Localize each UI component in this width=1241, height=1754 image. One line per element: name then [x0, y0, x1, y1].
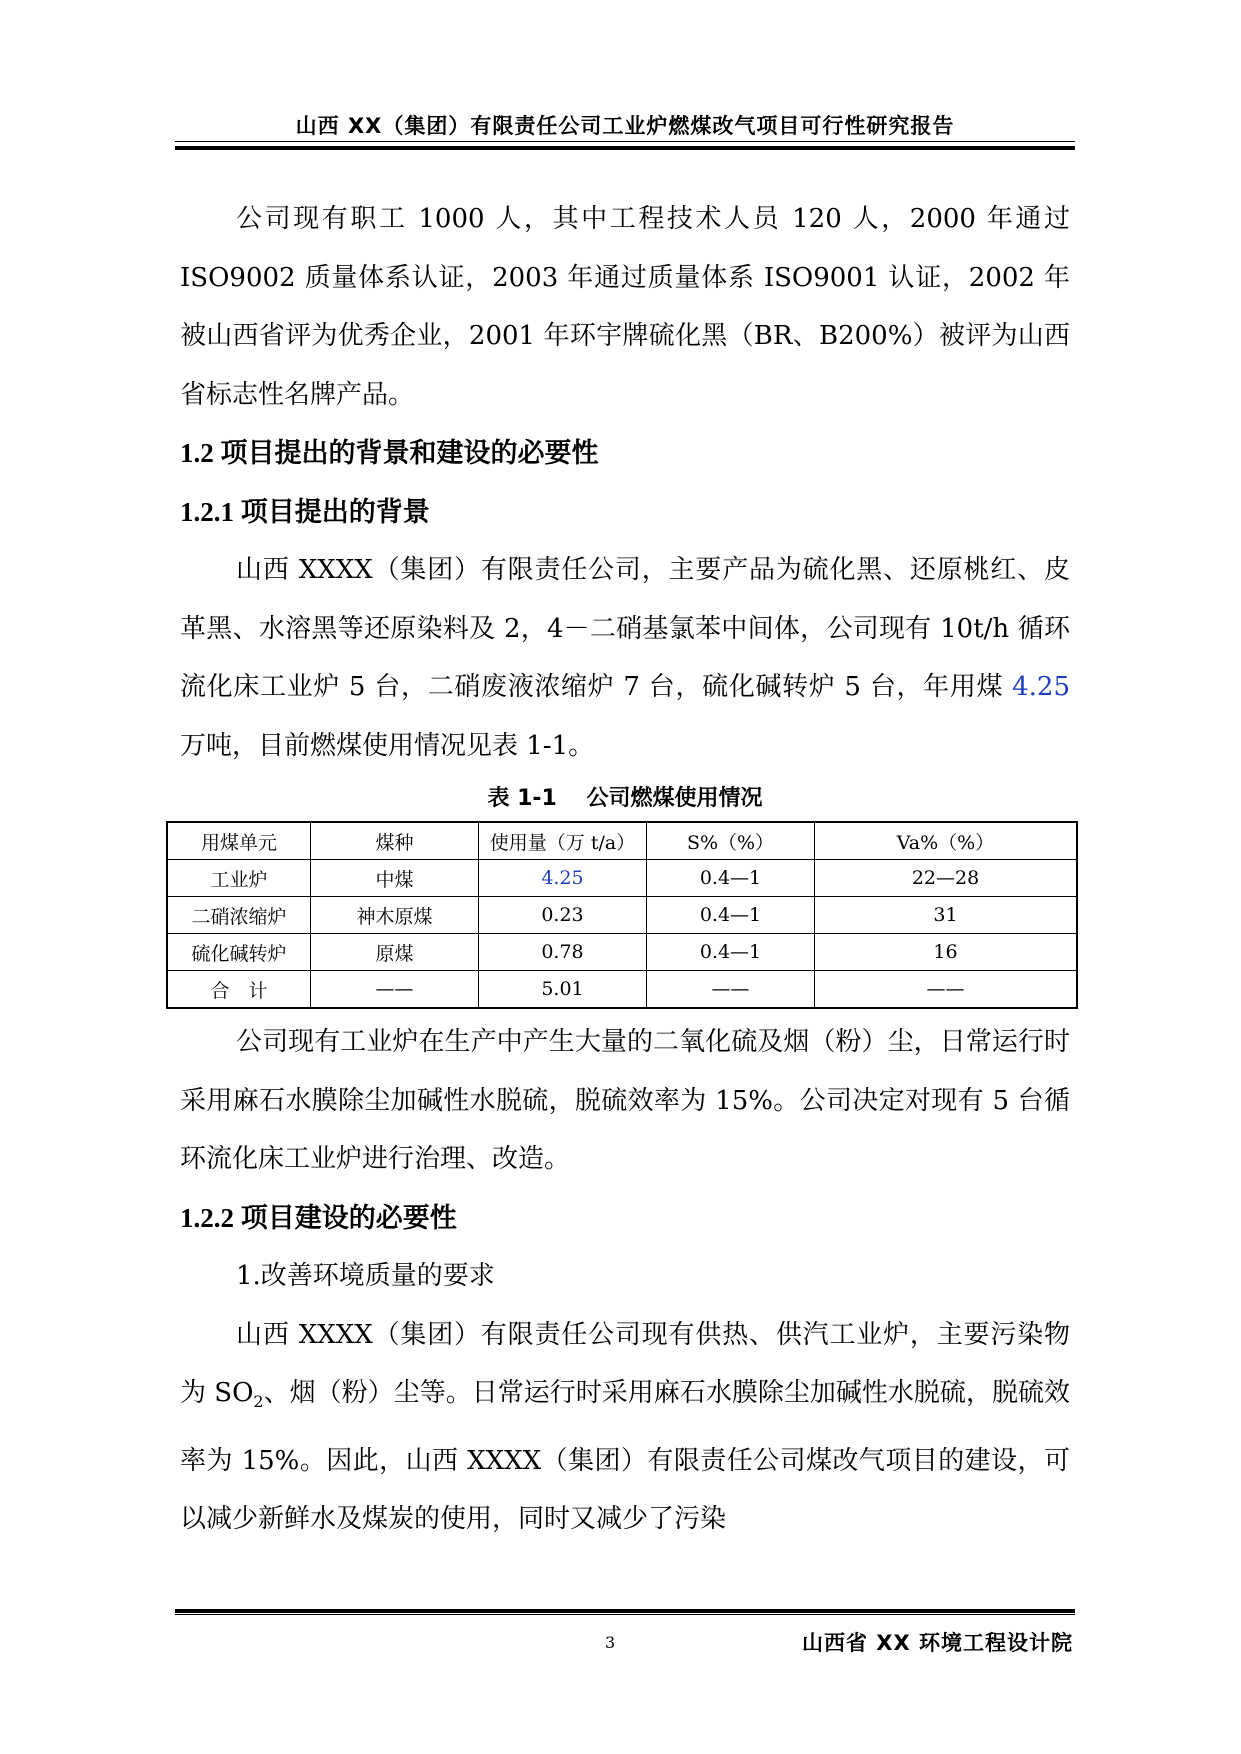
table-row [167, 897, 1077, 934]
paragraph-pollution: 公司现有工业炉在生产中产生大量的二氧化硫及烟（粉）尘，日常运行时采用麻石水膜除尘加碱性水脱硫，脱硫效率为 15%。公司决定对现有 5 台循环流化床工业炉进行治理、改造。 [180, 1027, 1070, 1174]
paragraph-environment [180, 1306, 1070, 1549]
section-heading-1-2-2: 1.2.2 项目建设的必要性 [180, 1202, 457, 1233]
table-cell: 0.4—1 [647, 934, 815, 971]
table-cell: —— [815, 971, 1078, 1009]
column-header-volatile: Va%（%） [815, 822, 1078, 860]
table-cell: 中煤 [311, 860, 479, 897]
coal-usage-table [166, 821, 1078, 1009]
table-cell: 0.4—1 [647, 860, 815, 897]
table-header-row [167, 822, 1077, 860]
table-row [167, 934, 1077, 971]
table-cell: 0.4—1 [647, 897, 815, 934]
paragraph-list-item: 1.改善环境质量的要求 [236, 1261, 495, 1291]
table-total-row [167, 971, 1077, 1009]
table-cell: 16 [815, 934, 1078, 971]
table-cell: 合 计 [167, 971, 311, 1009]
table-cell: 22—28 [815, 860, 1078, 897]
table-cell: 工业炉 [167, 860, 311, 897]
table-cell: 硫化碱转炉 [167, 934, 311, 971]
footer-rule-thin [175, 1614, 1075, 1615]
report-title: 山西 XX（集团）有限责任公司工业炉燃煤改气项目可行性研究报告 [295, 114, 955, 138]
paragraph-background-text: 山西 XXXX（集团）有限责任公司，主要产品为硫化黑、还原桃红、皮革黑、水溶黑等还原染料及 2，4－二硝基氯苯中间体，公司现有 10t/h 循环流化床工业炉 5 台，二硝废液浓缩炉 7 台，硫化碱转炉 5 台，年用煤 [180, 555, 1070, 702]
footer-organization: 山西省 XX 环境工程设计院 [801, 1631, 1073, 1655]
paragraph-background-tail: 万吨，目前燃煤使用情况见表 1-1。 [180, 730, 595, 761]
table-cell: 神木原煤 [311, 897, 479, 934]
header-rule-thick [175, 146, 1075, 150]
paragraph-staff: 公司现有职工 1000 人，其中工程技术人员 120 人，2000 年通过ISO9002 质量体系认证，2003 年通过质量体系 ISO9001 认证，2002 年被山西省评为优秀企业，2001 年环宇牌硫化黑（BR、B200%）被评为山西省标志性名牌产品。 [180, 204, 1070, 410]
column-header-sulfur: S%（%） [647, 822, 815, 860]
section-heading-1-2: 1.2 项目提出的背景和建设的必要性 [180, 438, 599, 468]
column-header-coal-type: 煤种 [311, 822, 479, 860]
table-row [167, 860, 1077, 897]
table-cell: —— [647, 971, 815, 1009]
table-cell: 5.01 [479, 971, 647, 1009]
document-body [180, 190, 1070, 1549]
paragraph-environment-text: 山西 XXXX（集团）有限责任公司现有供热、供汽工业炉，主要污染物为 SO [180, 1319, 1070, 1408]
header-rule-thin [175, 141, 1075, 142]
paragraph-environment-tail: 、烟（粉）尘等。日常运行时采用麻石水膜除尘加碱性水脱硫，脱硫效率为 15%。因此，山西 XXXX（集团）有限责任公司煤改气项目的建设，可以减少新鲜水及煤炭的使用，同时又减少了污染 [180, 1378, 1070, 1535]
page-number: 3 [605, 1633, 616, 1652]
column-header-unit: 用煤单元 [167, 822, 311, 860]
table-cell: 二硝浓缩炉 [167, 897, 311, 934]
footer-rule-thick [175, 1609, 1075, 1613]
table-cell: 0.23 [479, 897, 647, 934]
subscript-2: 2 [253, 1392, 264, 1412]
table-cell: 31 [815, 897, 1078, 934]
table-cell: 0.78 [479, 934, 647, 971]
table-caption: 表 1-1 公司燃煤使用情况 [487, 786, 763, 811]
coal-usage-value: 4.25 [1012, 672, 1070, 702]
table-cell: 原煤 [311, 934, 479, 971]
column-header-usage: 使用量（万 t/a） [479, 822, 647, 860]
section-heading-1-2-1: 1.2.1 项目提出的背景 [180, 496, 430, 527]
table-cell: —— [311, 971, 479, 1009]
paragraph-background [180, 541, 1070, 775]
table-cell: 4.25 [479, 860, 647, 897]
